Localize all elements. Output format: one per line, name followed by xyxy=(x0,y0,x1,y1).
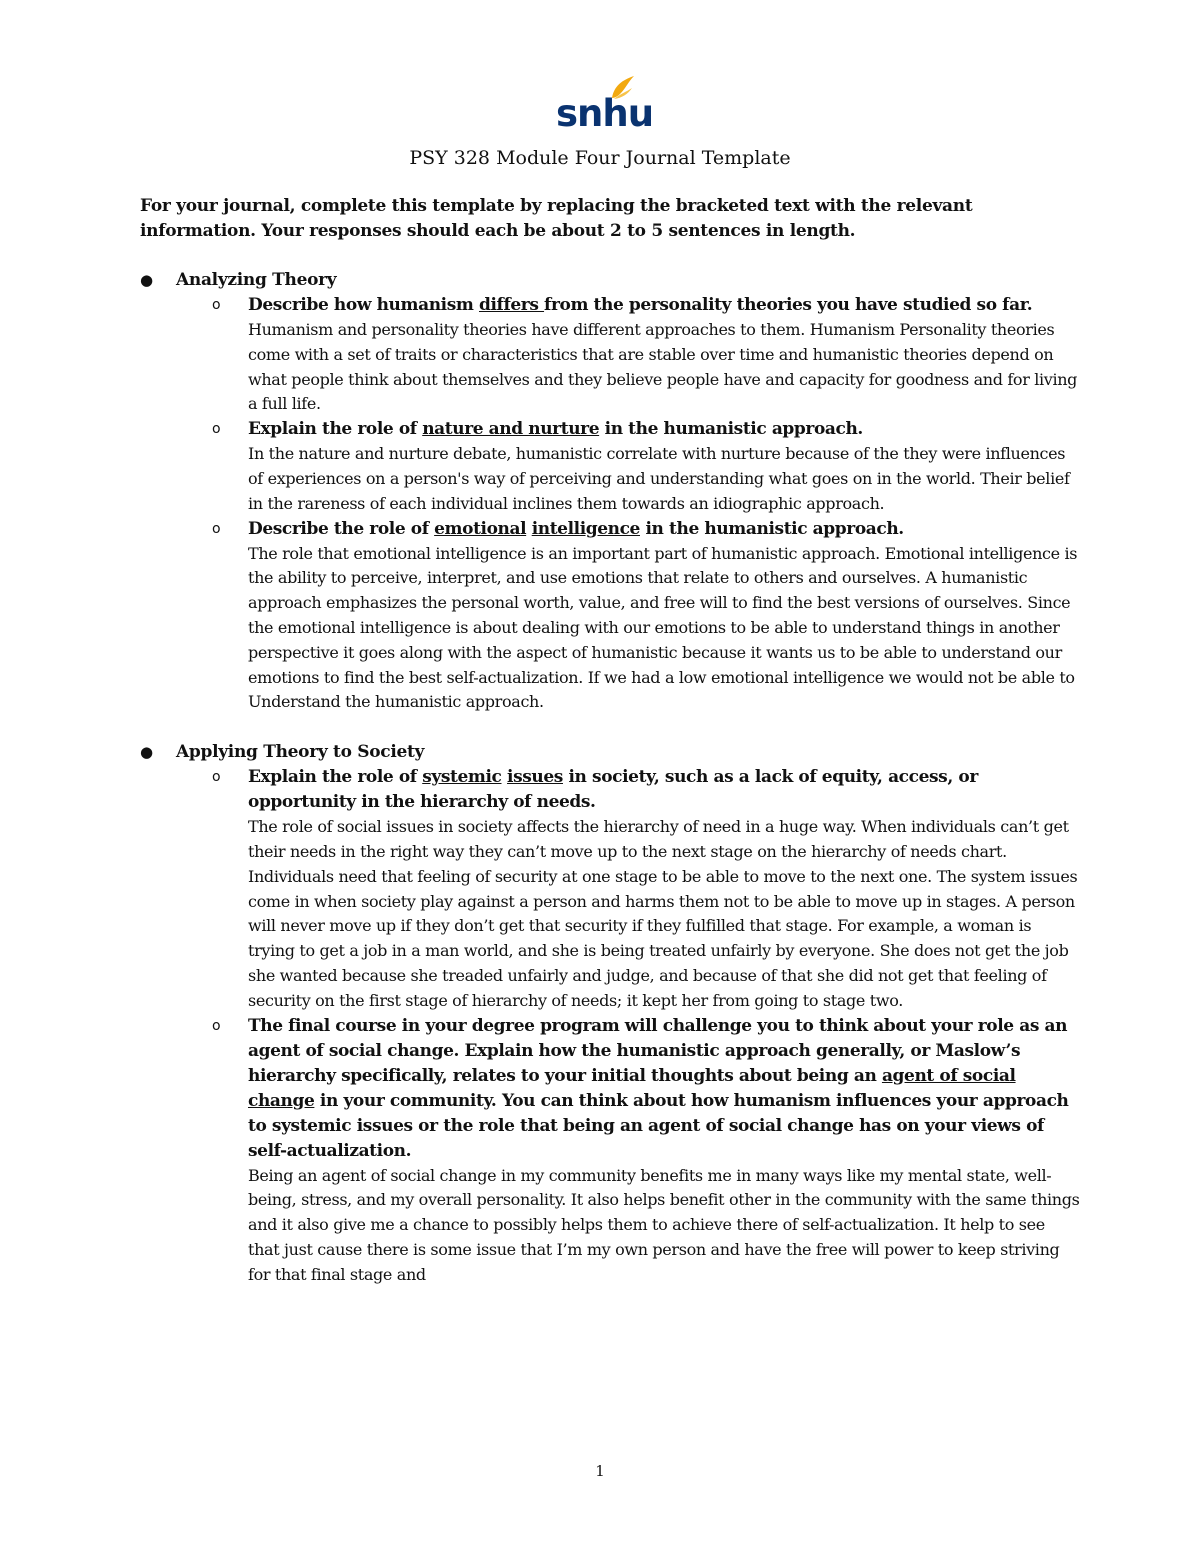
question: The final course in your degree program will challenge you to think about your role as an agent of social change. Explain how the humanistic approach generally, or Maslow’s hierarchy specifically, relates to your initial thoughts about being an agent of social change in your community. You can think about how humanism influences your approach to systemic issues or the role that being an agent of social change has on your views of self-actualization. xyxy=(248,1015,1069,1161)
question: Describe how humanism differs from the personality theories you have studied so far. xyxy=(248,295,1033,315)
section-applying-theory xyxy=(140,740,1080,1287)
journal-content xyxy=(140,268,1080,1288)
bullet-icon: ● xyxy=(140,271,154,289)
list-item xyxy=(212,765,1080,1013)
list-item xyxy=(212,1014,1080,1288)
list-item xyxy=(212,517,1080,716)
list-item xyxy=(212,417,1080,516)
page-title: PSY 328 Module Four Journal Template xyxy=(409,147,791,169)
circle-bullet-icon: o xyxy=(212,421,221,438)
answer: In the nature and nurture debate, humanistic correlate with nurture because of the they were influences of experiences on a person's way of perceiving and understanding what goes on in the world. Their belief in the rareness of each individual inclines them towards an idiographic approach. xyxy=(248,444,1070,513)
page-number: 1 xyxy=(595,1462,605,1480)
circle-bullet-icon: o xyxy=(212,769,221,786)
answer: Humanism and personality theories have different approaches to them. Humanism Personality theories come with a set of traits or characteristics that are stable over time and humanistic theories depend on what people think about themselves and they believe people have and capacity for goodness and for living a full life. xyxy=(248,320,1078,414)
question: Describe the role of emotional intelligence in the humanistic approach. xyxy=(248,518,904,539)
circle-bullet-icon: o xyxy=(212,520,221,537)
bullet-icon: ● xyxy=(140,743,154,762)
logo-wordmark: snhu xyxy=(556,92,654,135)
question: Explain the role of nature and nurture in the humanistic approach. xyxy=(248,419,863,440)
instructions: For your journal, complete this template by replacing the bracketed text with the relevant information. Your responses should each be about 2 to 5 sentences in length. xyxy=(140,196,973,241)
section-analyzing-theory xyxy=(140,268,1080,715)
answer: Being an agent of social change in my community benefits me in many ways like my mental state, well-being, stress, and my overall personality. It also helps benefit other in the community with the same things and it also give me a chance to possibly helps them to achieve there of self-actualization. It help to see that just cause there is some issue that I’m my own person and have the free will power to keep striving for that final stage and xyxy=(248,1165,1080,1284)
circle-bullet-icon: o xyxy=(212,1017,221,1034)
question: Explain the role of systemic issues in society, such as a lack of equity, access, or opportunity in the hierarchy of needs. xyxy=(248,767,978,813)
section-title: Applying Theory to Society xyxy=(176,742,425,763)
list-item xyxy=(212,293,1080,417)
answer: The role that emotional intelligence is an important part of humanistic approach. Emotional intelligence is the ability to perceive, interpret, and use emotions that relate to others and ourselves. A humanistic approach emphasizes the personal worth, value, and free will to find the best versions of ourselves. Since the emotional intelligence is about dealing with our emotions to be able to understand things in another perspective it goes along with the aspect of humanistic because it wants us to be able to understand our emotions to find the best self-actualization. If we had a low emotional intelligence we would not be able to Understand the humanistic approach. xyxy=(248,543,1078,712)
circle-bullet-icon: o xyxy=(212,297,221,313)
snhu-logo xyxy=(556,74,654,135)
section-title: Analyzing Theory xyxy=(176,270,337,290)
answer: The role of social issues in society affects the hierarchy of need in a huge way. When individuals can’t get their needs in the right way they can’t move up to the next stage on the hierarchy of needs chart. Individuals need that feeling of security at one stage to be able to move to the next one. The system issues come in when society play against a person and harms them not to be able to move up in stages. A person will never move up if they don’t get that security if they fulfilled that stage. For example, a woman is trying to get a job in a man world, and she is being treated unfairly by everyone. She does not get the job she wanted because she treaded unfairly and judge, and because of that she did not get that feeling of security on the first stage of hierarchy of needs; it kept her from going to stage two. xyxy=(248,817,1078,1010)
